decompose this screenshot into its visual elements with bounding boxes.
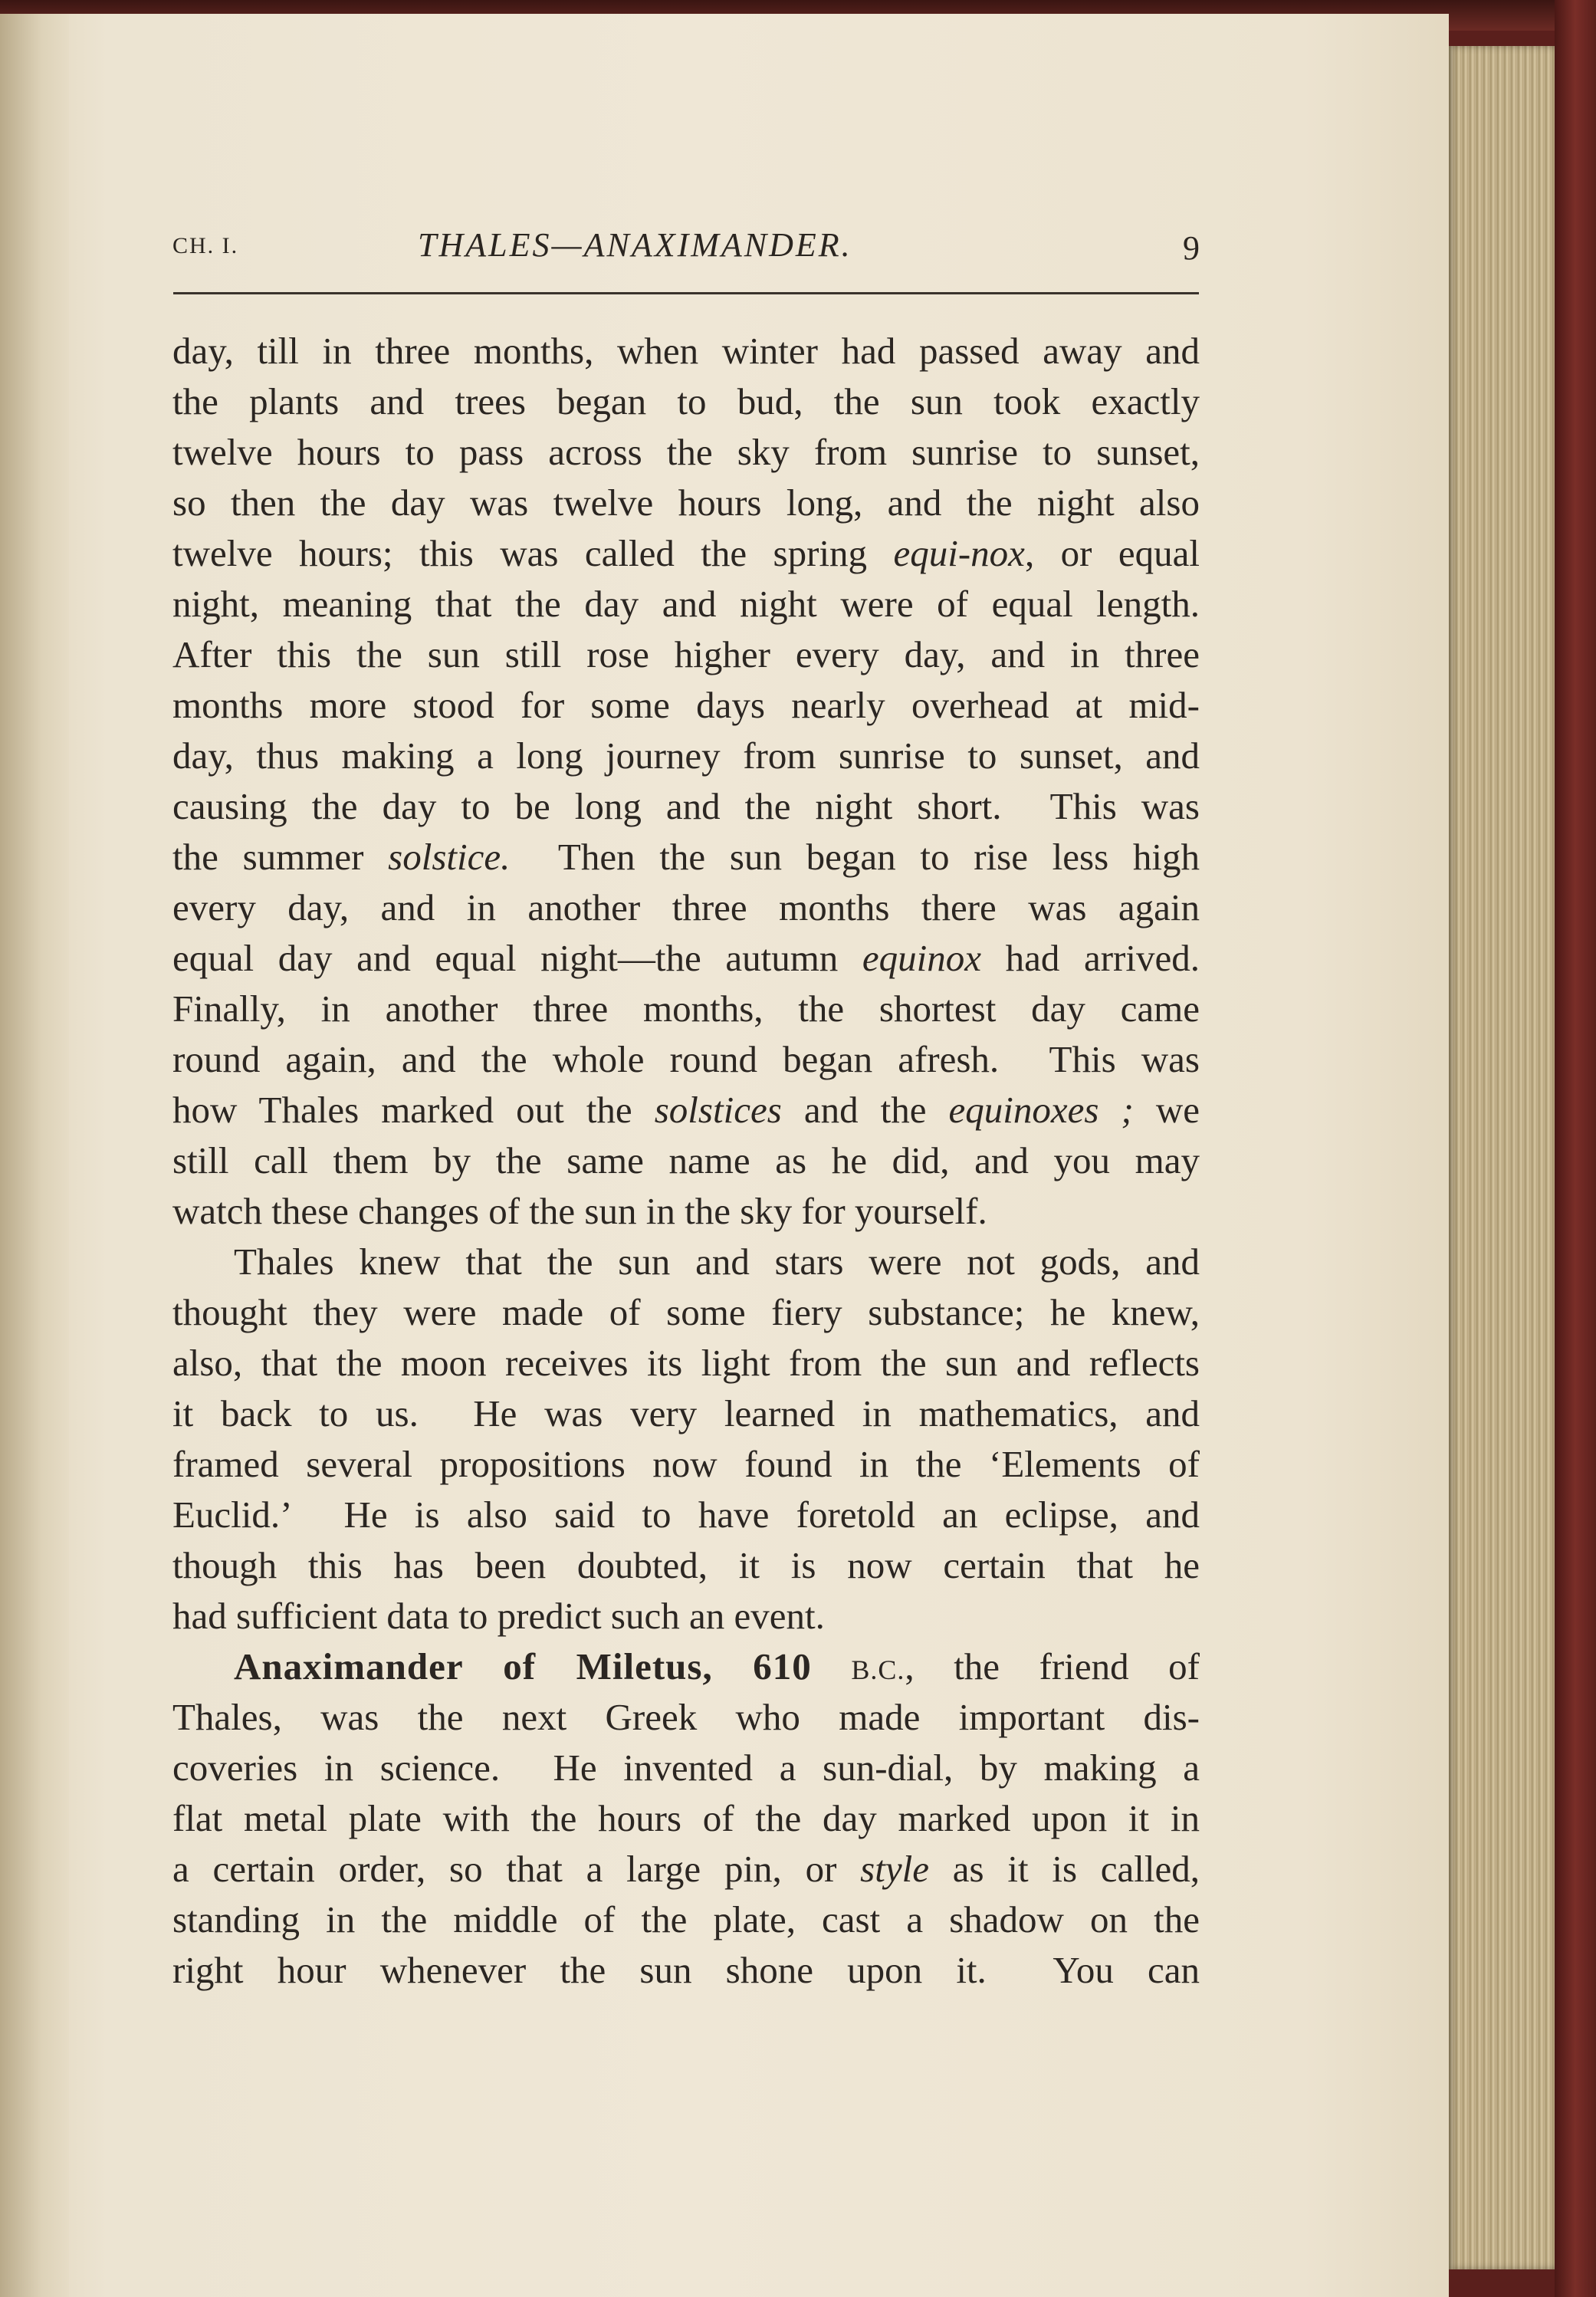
text-segment: framed several propositions now found in the ‘Elements of <box>172 1443 1200 1485</box>
text-segment: After this the sun still rose higher every day, and in three <box>172 633 1200 675</box>
text-line <box>172 731 1200 781</box>
italic-term: style <box>860 1848 929 1890</box>
header-rule <box>173 292 1199 294</box>
text-segment: equal day and equal night—the autumn <box>172 937 862 979</box>
text-line <box>172 984 1200 1034</box>
body-text <box>172 326 1200 1996</box>
text-segment: twelve hours; this was called the spring <box>172 532 894 574</box>
text-segment: , the friend of <box>905 1645 1200 1687</box>
text-line <box>172 1945 1200 1996</box>
text-segment: , or equal <box>1024 532 1200 574</box>
text-line <box>172 1894 1200 1945</box>
text-line <box>172 1338 1200 1388</box>
page-fore-edge <box>1447 46 1555 2269</box>
text-segment: still call them by the same name as he did, and you may <box>172 1139 1200 1181</box>
text-line <box>172 629 1200 680</box>
text-line <box>172 781 1200 832</box>
text-segment: coveries in science. He invented a sun-dial, by making a <box>172 1747 1200 1789</box>
text-line <box>172 933 1200 984</box>
text-segment: Euclid.’ He is also said to have foretold an eclipse, and <box>172 1494 1200 1536</box>
text-segment: day, thus making a long journey from sunrise to sunset, and <box>172 734 1200 777</box>
text-segment: also, that the moon receives its light from the sun and reflects <box>172 1342 1200 1384</box>
text-segment: though this has been doubted, it is now certain that he <box>172 1544 1200 1586</box>
text-segment: a certain order, so that a large pin, or <box>172 1848 861 1890</box>
book-cover-spine-edge <box>1555 0 1596 2297</box>
text-segment: B.C. <box>851 1655 905 1685</box>
text-segment: Finally, in another three months, the shortest day came <box>172 987 1200 1030</box>
text-line <box>172 326 1200 376</box>
text-line <box>172 1439 1200 1490</box>
italic-term: equinoxes ; <box>948 1089 1134 1131</box>
text-segment: night, meaning that the day and night were of equal length. <box>172 583 1200 625</box>
text-line <box>172 1844 1200 1894</box>
text-line <box>172 478 1200 528</box>
text-line <box>172 1135 1200 1186</box>
italic-term: solstice. <box>388 836 511 878</box>
text-segment: watch these changes of the sun in the sky for yourself. <box>172 1190 987 1232</box>
chapter-label: CH. I. <box>172 233 239 258</box>
text-segment: day, till in three months, when winter had passed away and <box>172 330 1200 372</box>
text-line <box>172 427 1200 478</box>
text-line <box>172 528 1200 579</box>
text-line <box>172 1034 1200 1085</box>
running-title: THALES—ANAXIMANDER. <box>418 226 852 264</box>
running-head <box>172 222 1200 276</box>
text-segment: had sufficient data to predict such an event. <box>172 1595 825 1637</box>
text-segment: standing in the middle of the plate, cast a shadow on the <box>172 1898 1200 1940</box>
italic-term: solstices <box>654 1089 782 1131</box>
text-segment: so then the day was twelve hours long, and the night also <box>172 481 1200 524</box>
text-segment: months more stood for some days nearly overhead at mid- <box>172 684 1200 726</box>
text-line <box>172 1743 1200 1793</box>
italic-term: equi-nox <box>893 532 1025 574</box>
text-segment: thought they were made of some fiery substance; he knew, <box>172 1291 1200 1333</box>
text-segment: flat metal plate with the hours of the day marked upon it in <box>172 1797 1200 1839</box>
text-line <box>172 1287 1200 1338</box>
text-segment: right hour whenever the sun shone upon it. You can <box>172 1949 1200 1991</box>
text-line <box>172 1641 1200 1692</box>
italic-term: equinox <box>862 937 982 979</box>
text-segment: how Thales marked out the <box>172 1089 655 1131</box>
text-segment <box>812 1645 852 1687</box>
text-segment: twelve hours to pass across the sky from sunrise to sunset, <box>172 431 1200 473</box>
text-segment: every day, and in another three months there was again <box>172 886 1200 928</box>
page-number: 9 <box>1183 229 1200 267</box>
text-line <box>172 579 1200 629</box>
text-segment: as it is called, <box>928 1848 1200 1890</box>
text-line <box>172 1540 1200 1591</box>
text-segment: and the <box>781 1089 949 1131</box>
text-segment: it back to us. He was very learned in mathematics, and <box>172 1392 1200 1434</box>
text-line <box>172 832 1200 882</box>
text-segment: had arrived. <box>981 937 1200 979</box>
bold-heading: Anaximander of Miletus, 610 <box>234 1645 812 1687</box>
text-line <box>172 1237 1200 1287</box>
text-segment: causing the day to be long and the night short. This was <box>172 785 1200 827</box>
text-line <box>172 1591 1200 1641</box>
text-line <box>172 1793 1200 1844</box>
text-segment: round again, and the whole round began afresh. This was <box>172 1038 1200 1080</box>
text-line <box>172 680 1200 731</box>
text-segment: Thales knew that the sun and stars were not gods, and <box>234 1241 1200 1283</box>
text-line <box>172 1490 1200 1540</box>
text-segment: Thales, was the next Greek who made important dis- <box>172 1696 1200 1738</box>
text-line <box>172 1692 1200 1743</box>
text-segment: Then the sun began to rise less high <box>510 836 1200 878</box>
text-line <box>172 1186 1200 1237</box>
text-segment: the plants and trees began to bud, the sun took exactly <box>172 380 1200 422</box>
text-segment: the summer <box>172 836 389 878</box>
text-line <box>172 1388 1200 1439</box>
text-line <box>172 1085 1200 1135</box>
text-line <box>172 376 1200 427</box>
page-gutter-shadow <box>0 14 69 2297</box>
text-line <box>172 882 1200 933</box>
text-segment: we <box>1133 1089 1200 1131</box>
